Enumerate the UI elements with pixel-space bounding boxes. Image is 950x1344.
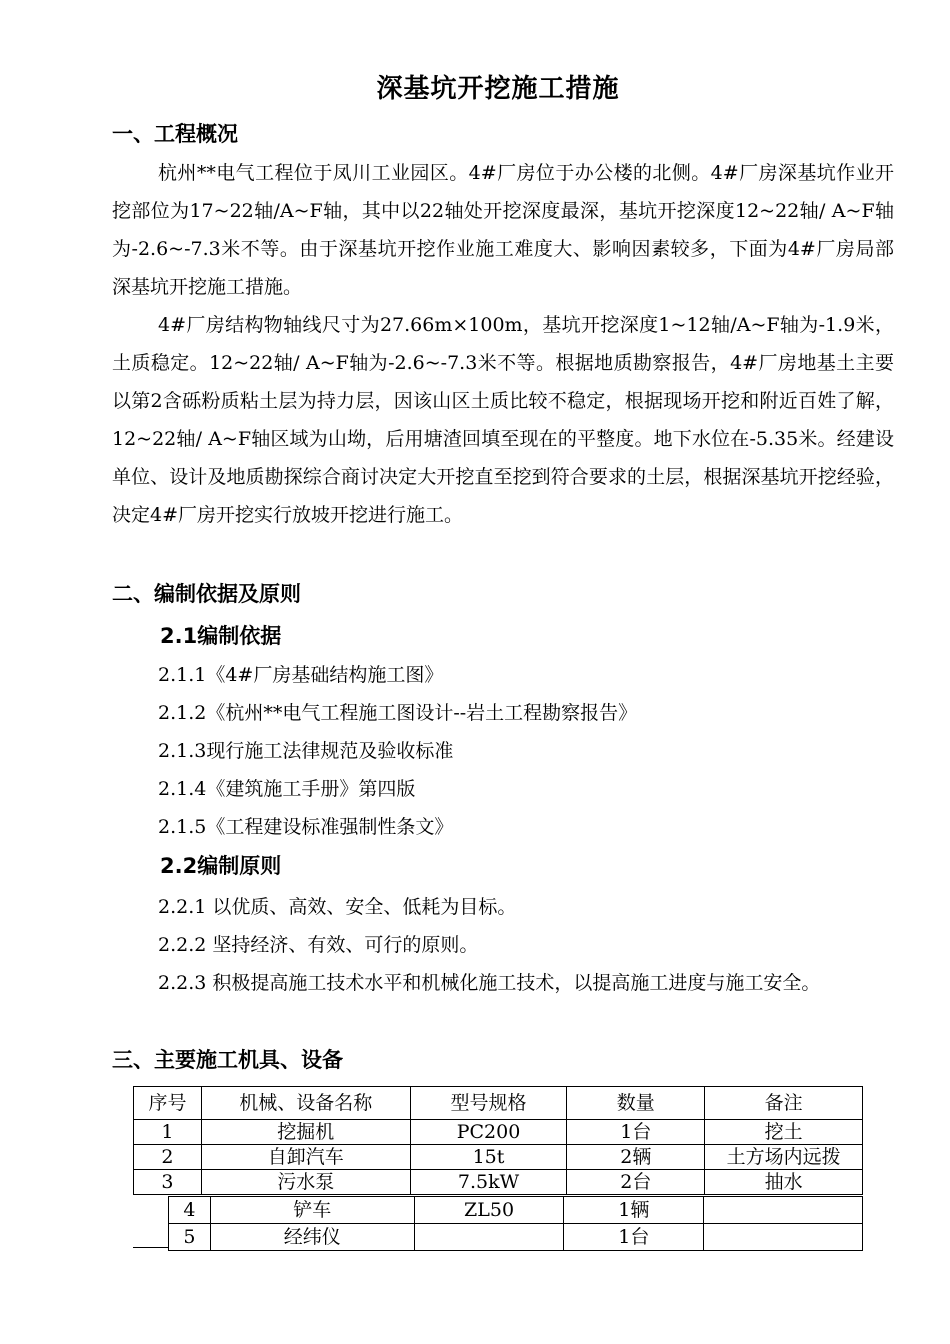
table-header-cell: 序号 [134, 1087, 202, 1120]
table-header-cell: 数量 [567, 1087, 705, 1120]
table-cell: 经纬仪 [210, 1224, 414, 1251]
table-cell: 3 [134, 1170, 202, 1195]
section-1-paragraph-1: 杭州**电气工程位于凤川工业园区。4#厂房位于办公楼的北侧。4#厂房深基坑作业开挖部位为17~22轴/A~F轴，其中以22轴处开挖深度最深，基坑开挖深度12~22轴/ A~F轴为-2.6~-7.3米不等。由于深基坑开挖作业施工难度大、影响因素较多，下面为4#厂房局部深基坑开挖施工措施。 [112, 162, 894, 298]
basis-item-4: 2.1.4《建筑施工手册》第四版 [158, 778, 416, 800]
table-cell: 土方场内远拨 [705, 1145, 863, 1170]
table-row [169, 1224, 863, 1251]
equipment-table [133, 1086, 863, 1195]
table-cell: 15t [410, 1145, 567, 1170]
section-1-paragraph-2: 4#厂房结构物轴线尺寸为27.66m×100m，基坑开挖深度1~12轴/A~F轴为-1.9米，土质稳定。12~22轴/ A~F轴为-2.6~-7.3米不等。根据地质勘察报告，4#厂房地基土主要以第2含砾粉质粘土层为持力层，因该山区土质比较不稳定，根据现场开挖和附近百姓了解，12~22轴/ A~F轴区域为山坳，后用塘渣回填至现在的平整度。地下水位在-5.35米。经建设单位、设计及地质勘探综合商讨决定大开挖直至挖到符合要求的土层，根据深基坑开挖经验，决定4#厂房开挖实行放坡开挖进行施工。 [112, 314, 894, 526]
table-row [134, 1170, 863, 1195]
principle-item-3: 2.2.3 积极提高施工技术水平和机械化施工技术，以提高施工进度与施工安全。 [158, 972, 821, 994]
table-cell: 1台 [564, 1224, 704, 1251]
table-header-cell: 型号规格 [410, 1087, 567, 1120]
table-row [134, 1120, 863, 1145]
table-header-row [134, 1087, 863, 1120]
document-title: 深基坑开挖施工措施 [376, 74, 620, 104]
table-cell: 抽水 [705, 1170, 863, 1195]
table-cell: PC200 [410, 1120, 567, 1145]
table-cell: 1 [134, 1120, 202, 1145]
basis-item-5: 2.1.5《工程建设标准强制性条文》 [158, 816, 454, 838]
table-cell: 污水泵 [201, 1170, 410, 1195]
table-offset-border [133, 1196, 168, 1248]
table-cell: 2台 [567, 1170, 705, 1195]
table-cell: 4 [169, 1197, 211, 1224]
table-cell: 铲车 [210, 1197, 414, 1224]
table-cell: 2辆 [567, 1145, 705, 1170]
principle-item-1: 2.2.1 以优质、高效、安全、低耗为目标。 [158, 896, 517, 918]
table-cell: 5 [169, 1224, 211, 1251]
table-header-cell: 机械、设备名称 [201, 1087, 410, 1120]
table-row [169, 1197, 863, 1224]
table-cell: 自卸汽车 [201, 1145, 410, 1170]
table-cell: 7.5kW [410, 1170, 567, 1195]
table-cell: ZL50 [414, 1197, 564, 1224]
equipment-table-continued [168, 1196, 863, 1251]
subsection-2-1-heading: 2.1编制依据 [160, 624, 282, 648]
table-cell: 1辆 [564, 1197, 704, 1224]
table-cell: 2 [134, 1145, 202, 1170]
table-cell: 挖土 [705, 1120, 863, 1145]
table-row [134, 1145, 863, 1170]
subsection-2-2-heading: 2.2编制原则 [160, 854, 282, 878]
principle-item-2: 2.2.2 坚持经济、有效、可行的原则。 [158, 934, 479, 956]
section-1-heading: 一、工程概况 [112, 122, 238, 146]
table-cell: 挖掘机 [201, 1120, 410, 1145]
basis-item-3: 2.1.3现行施工法律规范及验收标准 [158, 740, 454, 762]
table-cell [414, 1224, 564, 1251]
section-2-heading: 二、编制依据及原则 [112, 582, 301, 606]
section-3-heading: 三、主要施工机具、设备 [112, 1048, 343, 1072]
basis-item-1: 2.1.1《4#厂房基础结构施工图》 [158, 664, 444, 686]
table-cell [704, 1197, 863, 1224]
table-cell: 1台 [567, 1120, 705, 1145]
table-cell [704, 1224, 863, 1251]
basis-item-2: 2.1.2《杭州**电气工程施工图设计--岩土工程勘察报告》 [158, 702, 638, 724]
table-header-cell: 备注 [705, 1087, 863, 1120]
